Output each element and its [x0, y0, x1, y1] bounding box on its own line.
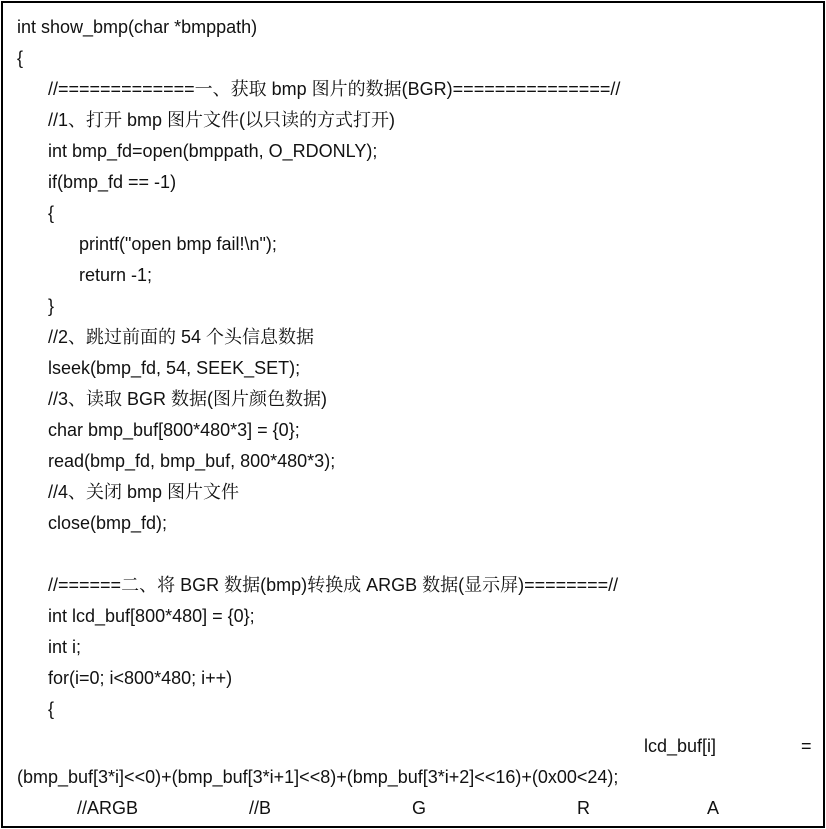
code-line: //3、读取 BGR 数据(图片颜色数据)	[48, 389, 328, 409]
assignment-lhs: lcd_buf[i]	[644, 736, 717, 756]
comment-r: R	[577, 798, 590, 818]
comment-argb: //ARGB	[77, 798, 139, 818]
code-line: lseek(bmp_fd, 54, SEEK_SET);	[48, 358, 301, 378]
assignment-rhs: (bmp_buf[3*i]<<0)+(bmp_buf[3*i+1]<<8)+(bmp_buf[3*i+2]<<16)+(0x00<24);	[17, 767, 619, 787]
code-line: return -1;	[79, 265, 153, 285]
code-line: //=============一、获取 bmp 图片的数据(BGR)===============//	[48, 79, 621, 99]
code-line: for(i=0; i<800*480; i++)	[48, 668, 233, 688]
code-line: {	[48, 203, 55, 223]
code-line: char bmp_buf[800*480*3] = {0};	[48, 420, 300, 440]
code-line: if(bmp_fd == -1)	[48, 172, 177, 192]
code-line: int show_bmp(char *bmppath)	[17, 17, 258, 37]
code-line: {	[48, 699, 55, 719]
code-frame	[1, 1, 825, 828]
code-line: //======二、将 BGR 数据(bmp)转换成 ARGB 数据(显示屏)========//	[48, 575, 619, 595]
code-line: close(bmp_fd);	[48, 513, 168, 533]
code-line: {	[17, 48, 24, 68]
code-line: int i;	[48, 637, 82, 657]
assignment-equals: =	[801, 736, 812, 756]
code-block	[3, 3, 823, 826]
comment-a: A	[707, 798, 720, 818]
code-line: int lcd_buf[800*480] = {0};	[48, 606, 255, 626]
code-line: //2、跳过前面的 54 个头信息数据	[48, 327, 315, 347]
code-line: int bmp_fd=open(bmppath, O_RDONLY);	[48, 141, 378, 161]
code-line: }	[48, 296, 55, 316]
code-line: //1、打开 bmp 图片文件(以只读的方式打开)	[48, 110, 396, 130]
comment-b: //B	[249, 798, 272, 818]
comment-g: G	[412, 798, 427, 818]
code-line: //4、关闭 bmp 图片文件	[48, 482, 240, 502]
code-line: read(bmp_fd, bmp_buf, 800*480*3);	[48, 451, 336, 471]
code-line: printf("open bmp fail!\n");	[79, 234, 277, 254]
